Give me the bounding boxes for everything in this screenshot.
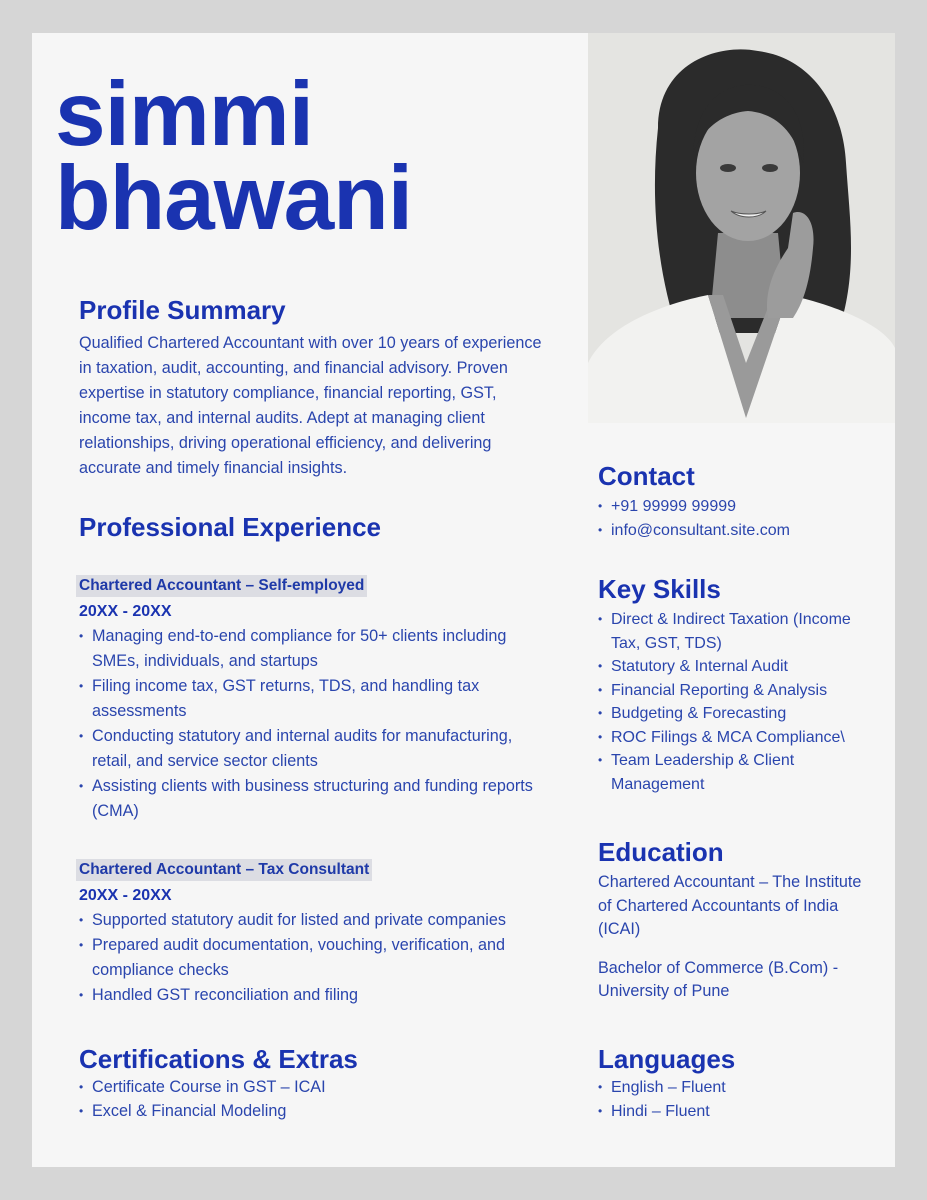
job-title: Chartered Accountant – Self-employed [76,575,367,597]
phone-number[interactable]: • +91 99999 99999 [598,495,878,519]
list-item: • Financial Reporting & Analysis [598,679,878,703]
list-item: • Excel & Financial Modeling [79,1100,549,1124]
job-title: Chartered Accountant – Tax Consultant [76,859,372,881]
candidate-name [55,64,413,249]
certifications-list [79,1076,549,1123]
list-item: • Managing end-to-end compliance for 50+ clients including SMEs, individuals, and startups [79,624,549,674]
list-item: • Assisting clients with business structuring and funding reports (CMA) [79,774,549,824]
certifications-section [79,1044,549,1123]
contact-heading: Contact [598,461,695,491]
list-item: • Handled GST reconciliation and filing [79,983,549,1008]
list-item: • Filing income tax, GST returns, TDS, and handling tax assessments [79,674,549,724]
profile-summary-heading: Profile Summary [79,295,286,325]
job-entry [79,859,549,1008]
list-item: • ROC Filings & MCA Compliance\ [598,726,878,750]
email-address[interactable]: • info@consultant.site.com [598,519,878,543]
skills-list [598,608,878,796]
languages-heading: Languages [598,1044,736,1074]
education-section [598,837,878,1004]
list-item: • Conducting statutory and internal audits for manufacturing, retail, and service sector clients [79,724,549,774]
education-item: Bachelor of Commerce (B.Com) - University of Pune [598,958,839,1000]
profile-summary-text: Qualified Chartered Accountant with over 10 years of experience in taxation, audit, accounting, and financial advisory. Proven expertise in statutory compliance, financial reporting, GST, income tax, and internal audits. Adept at managing client relationships, driving operational efficiency, and delivering accurate and timely financial insights. [79,334,542,477]
certifications-heading: Certifications & Extras [79,1044,358,1074]
last-name: bhawani [55,148,413,249]
contact-list [598,495,878,542]
education-heading: Education [598,837,724,867]
experience-section [79,512,549,1008]
languages-section [598,1044,878,1123]
list-item: • Team Leadership & Client Management [598,749,878,796]
list-item: • Supported statutory audit for listed and private companies [79,908,549,933]
list-item: • Prepared audit documentation, vouching, verification, and compliance checks [79,933,549,983]
list-item: • Direct & Indirect Taxation (Income Tax, GST, TDS) [598,608,878,655]
languages-list [598,1076,878,1123]
first-name: simmi [55,64,314,165]
education-item: Chartered Accountant – The Institute of Chartered Accountants of India (ICAI) [598,873,862,938]
job-bullets [79,908,549,1008]
list-item: • English – Fluent [598,1076,878,1100]
job-bullets [79,624,549,824]
resume-page [32,33,895,1167]
skills-heading: Key Skills [598,574,721,604]
job-entry [79,575,549,824]
profile-photo [588,33,895,423]
portrait-image [588,33,895,423]
job-dates: 20XX - 20XX [79,603,172,620]
list-item: • Hindi – Fluent [598,1100,878,1124]
list-item: • Certificate Course in GST – ICAI [79,1076,549,1100]
contact-section [598,461,878,542]
profile-summary-section [79,295,549,481]
job-dates: 20XX - 20XX [79,887,172,904]
skills-section [598,574,878,796]
list-item: • Statutory & Internal Audit [598,655,878,679]
experience-heading: Professional Experience [79,512,382,542]
list-item: • Budgeting & Forecasting [598,702,878,726]
